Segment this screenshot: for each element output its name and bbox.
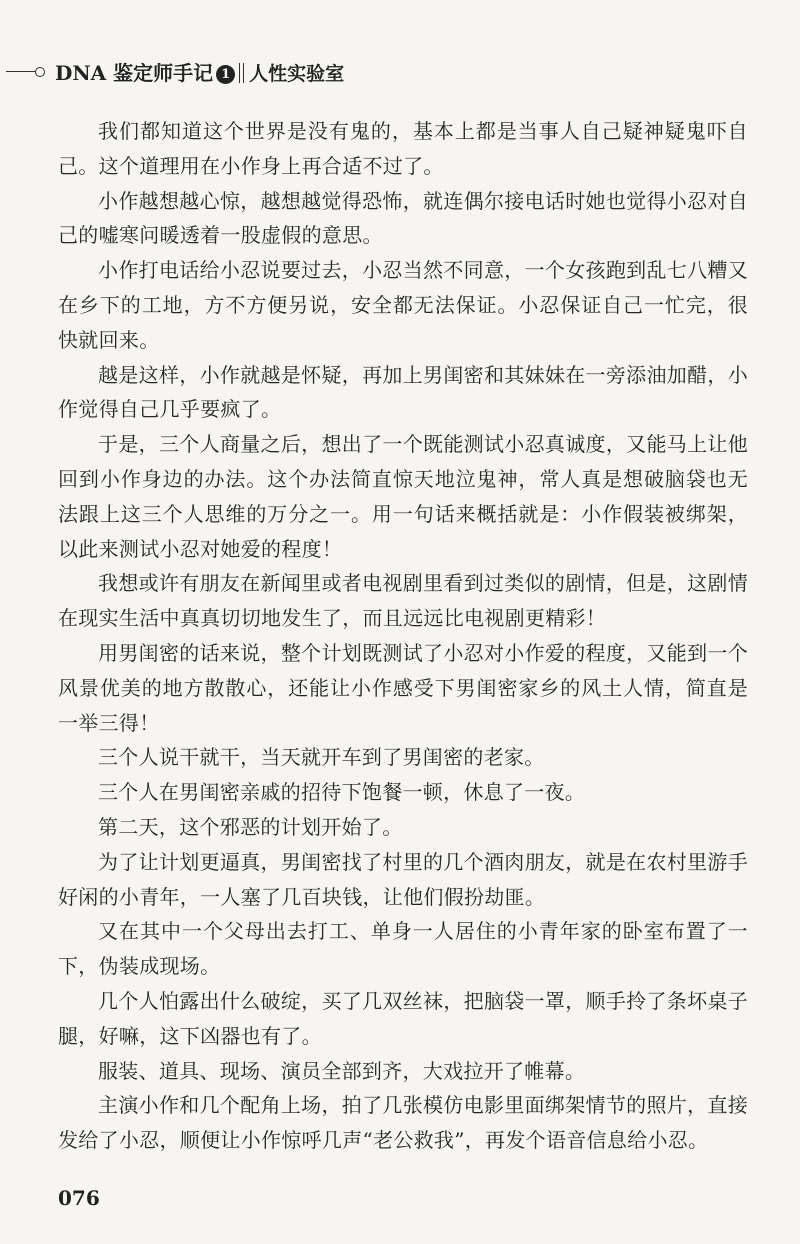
paragraph: 为了让计划更逼真，男闺密找了村里的几个酒肉朋友，就是在农村里游手好闲的小青年，一人塞了几百块钱，让他们假扮劫匪。	[58, 849, 748, 909]
page-number: 076	[58, 1186, 100, 1210]
book-title-text: DNA 鉴定师手记	[55, 61, 214, 85]
page-body	[58, 114, 748, 1158]
paragraph: 服装、道具、现场、演员全部到齐，大戏拉开了帷幕。	[98, 1058, 586, 1083]
header-separator	[239, 63, 244, 83]
running-header	[0, 52, 800, 92]
paragraph: 我们都知道这个世界是没有鬼的，基本上都是当事人自己疑神疑鬼吓自己。这个道理用在小作身上再合适不过了。	[58, 119, 748, 178]
paragraph: 三个人在男闺密亲戚的招待下饱餐一顿，休息了一夜。	[98, 780, 586, 805]
paragraph: 越是这样，小作就越是怀疑，再加上男闺密和其妹妹在一旁添油加醋，小作觉得自己几乎要疯了。	[58, 362, 748, 422]
paragraph: 小作越想越心惊，越想越觉得恐怖，就连偶尔接电话时她也觉得小忍对自己的嘘寒问暖透着一股虚假的意思。	[58, 188, 748, 248]
paragraph: 几个人怕露出什么破绽，买了几双丝袜，把脑袋一罩，顺手拎了条坏桌子腿，好嘛，这下凶器也有了。	[58, 988, 748, 1048]
paragraph: 第二天，这个邪恶的计划开始了。	[98, 814, 403, 839]
header-circle-icon	[35, 67, 45, 77]
paragraph: 小作打电话给小忍说要过去，小忍当然不同意，一个女孩跑到乱七八糟又在乡下的工地，方不方便另说，安全都无法保证。小忍保证自己一忙完，很快就回来。	[58, 258, 748, 352]
paragraph: 主演小作和几个配角上场，拍了几张模仿电影里面绑架情节的照片，直接发给了小忍，顺便让小作惊呼几声“老公救我”，再发个语音信息给小忍。	[58, 1093, 748, 1153]
paragraph: 于是，三个人商量之后，想出了一个既能测试小忍真诚度，又能马上让他回到小作身边的办法。这个办法简直惊天地泣鬼神，常人真是想破脑袋也无法跟上这三个人思维的万分之一。用一句话来概括就是：小作假装被绑架，以此来测试小忍对她爱的程度！	[58, 432, 748, 561]
paragraph: 我想或许有朋友在新闻里或者电视剧里看到过类似的剧情，但是，这剧情在现实生活中真真切切地发生了，而且远远比电视剧更精彩！	[58, 571, 748, 631]
paragraph: 用男闺密的话来说，整个计划既测试了小忍对小作爱的程度，又能到一个风景优美的地方散散心，还能让小作感受下男闺密家乡的风土人情，简直是一举三得！	[58, 640, 748, 735]
paragraph: 又在其中一个父母出去打工、单身一人居住的小青年家的卧室布置了一下，伪装成现场。	[58, 919, 748, 979]
paragraph: 三个人说干就干，当天就开车到了男闺密的老家。	[98, 745, 545, 770]
book-subtitle: 人性实验室	[249, 63, 345, 85]
header-rule	[6, 71, 36, 72]
book-title	[55, 57, 344, 86]
volume-number-badge: 1	[216, 65, 235, 84]
